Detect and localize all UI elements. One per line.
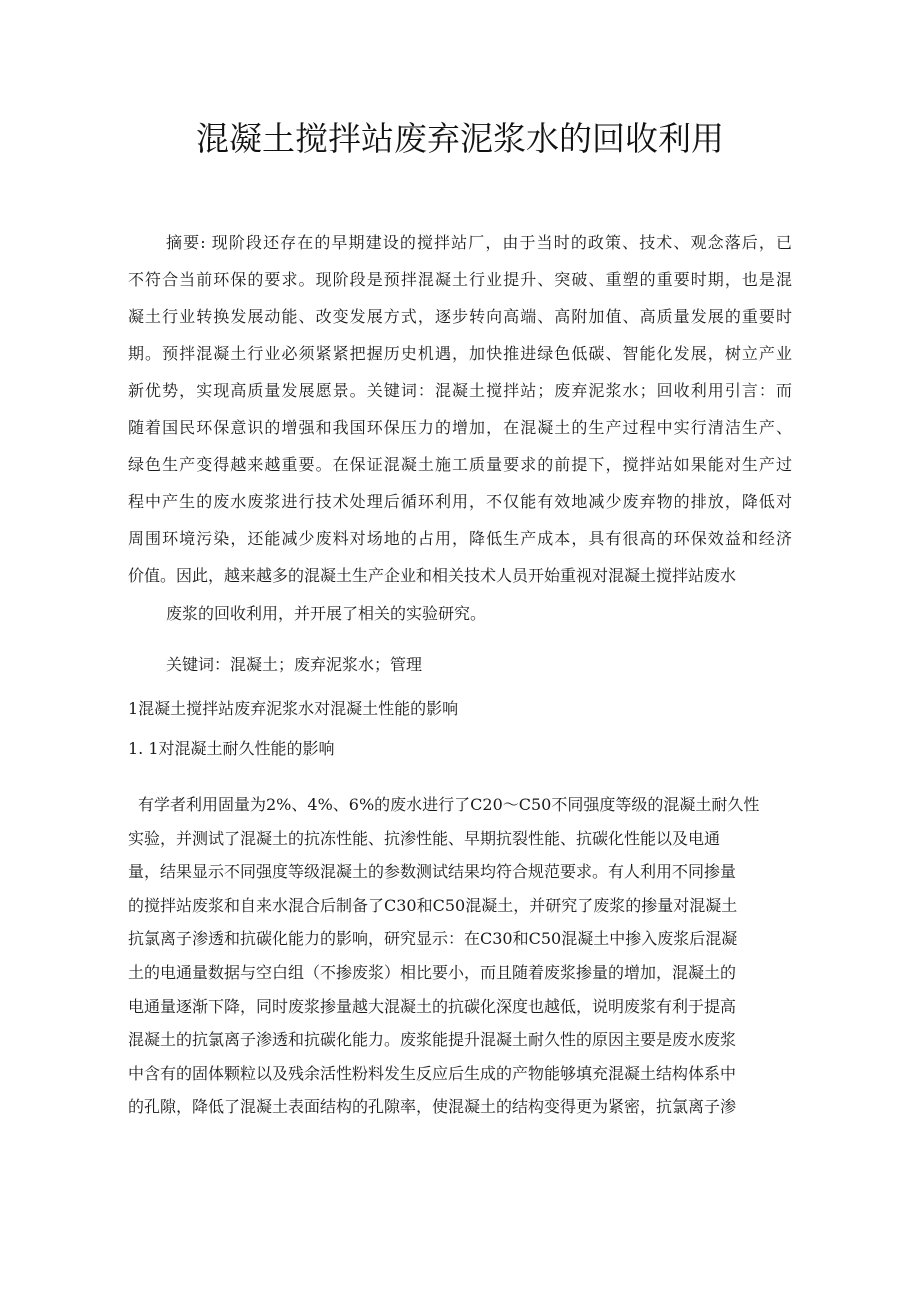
abstract-line: 随着国民环保意识的增强和我国环保压力的增加，在混凝土的生产过程中实行清洁生产、: [128, 418, 792, 437]
body-line: 的孔隙，降低了混凝土表面结构的孔隙率，使混凝土的结构变得更为紧密，抗氯离子渗: [128, 1097, 737, 1117]
abstract-line: 价值。因此，越来越多的混凝土生产企业和相关技术人员开始重视对混凝土搅拌站废水: [128, 566, 737, 585]
body-line: 的搅拌站废浆和自来水混合后制备了C30和C50混凝土，并研究了废浆的掺量对混凝土: [128, 895, 738, 915]
body-line: 混凝土的抗氯离子渗透和抗碳化能力。废浆能提升混凝土耐久性的原因主要是废水废浆: [128, 1030, 737, 1050]
abstract-line: 凝土行业转换发展动能、改变发展方式，逐步转向高端、高附加值、高质量发展的重要时: [128, 307, 792, 326]
abstract-line: 绿色生产变得越来越重要。在保证混凝土施工质量要求的前提下，搅拌站如果能对生产过: [128, 455, 792, 474]
body-line: 有学者利用固量为2%、4%、6%的废水进行了C20〜C50不同强度等级的混凝土耐久性: [138, 795, 760, 814]
body-line: 量，结果显示不同强度等级混凝土的参数测试结果均符合规范要求。有人利用不同掺量: [128, 862, 737, 882]
subsection-heading: 1. 1对混凝土耐久性能的影响: [128, 739, 335, 758]
abstract-line: 周围环境污染，还能减少废料对场地的占用，降低生产成本，具有很高的环保效益和经济: [128, 529, 792, 548]
abstract-line: 新优势，实现高质量发展愿景。关键词：混凝土搅拌站；废弃泥浆水；回收利用引言：而: [128, 381, 792, 400]
document-title: 混凝土搅拌站废弃泥浆水的回收利用: [196, 119, 724, 158]
section-heading: 1混凝土搅拌站废弃泥浆水对混凝土性能的影响: [128, 699, 459, 718]
section-1-1-paragraph: [128, 788, 776, 1124]
body-line: 土的电通量数据与空白组（不掺废浆）相比要小，而且随着废浆掺量的增加，混凝土的: [128, 962, 737, 982]
abstract-continuation: 废浆的回收利用，并开展了相关的实验研究。: [166, 604, 487, 623]
body-line: 中含有的固体颗粒以及残余活性粉料发生反应后生成的产物能够填充混凝土结构体系中: [128, 1063, 737, 1083]
abstract-line: 摘要: 现阶段还存在的早期建设的搅拌站厂，由于当时的政策、技术、观念落后，已: [166, 233, 792, 252]
body-line: 抗氯离子渗透和抗碳化能力的影响，研究显示：在C30和C50混凝土中掺入废浆后混凝: [128, 929, 738, 949]
body-line: 实验，并测试了混凝土的抗冻性能、抗渗性能、早期抗裂性能、抗碳化性能以及电通: [128, 828, 721, 848]
keywords: 关键词：混凝土；废弃泥浆水；管理: [166, 655, 423, 674]
abstract-line: 期。预拌混凝土行业必须紧紧把握历史机遇，加快推进绿色低碳、智能化发展，树立产业: [128, 344, 792, 363]
abstract-paragraph: [128, 224, 792, 594]
abstract-line: 不符合当前环保的要求。现阶段是预拌混凝土行业提升、突破、重塑的重要时期，也是混: [128, 270, 792, 289]
body-line: 电通量逐渐下降，同时废浆掺量越大混凝土的抗碳化深度也越低，说明废浆有利于提高: [128, 996, 737, 1016]
abstract-line: 程中产生的废水废浆进行技术处理后循环利用，不仅能有效地减少废弃物的排放，降低对: [128, 492, 792, 511]
